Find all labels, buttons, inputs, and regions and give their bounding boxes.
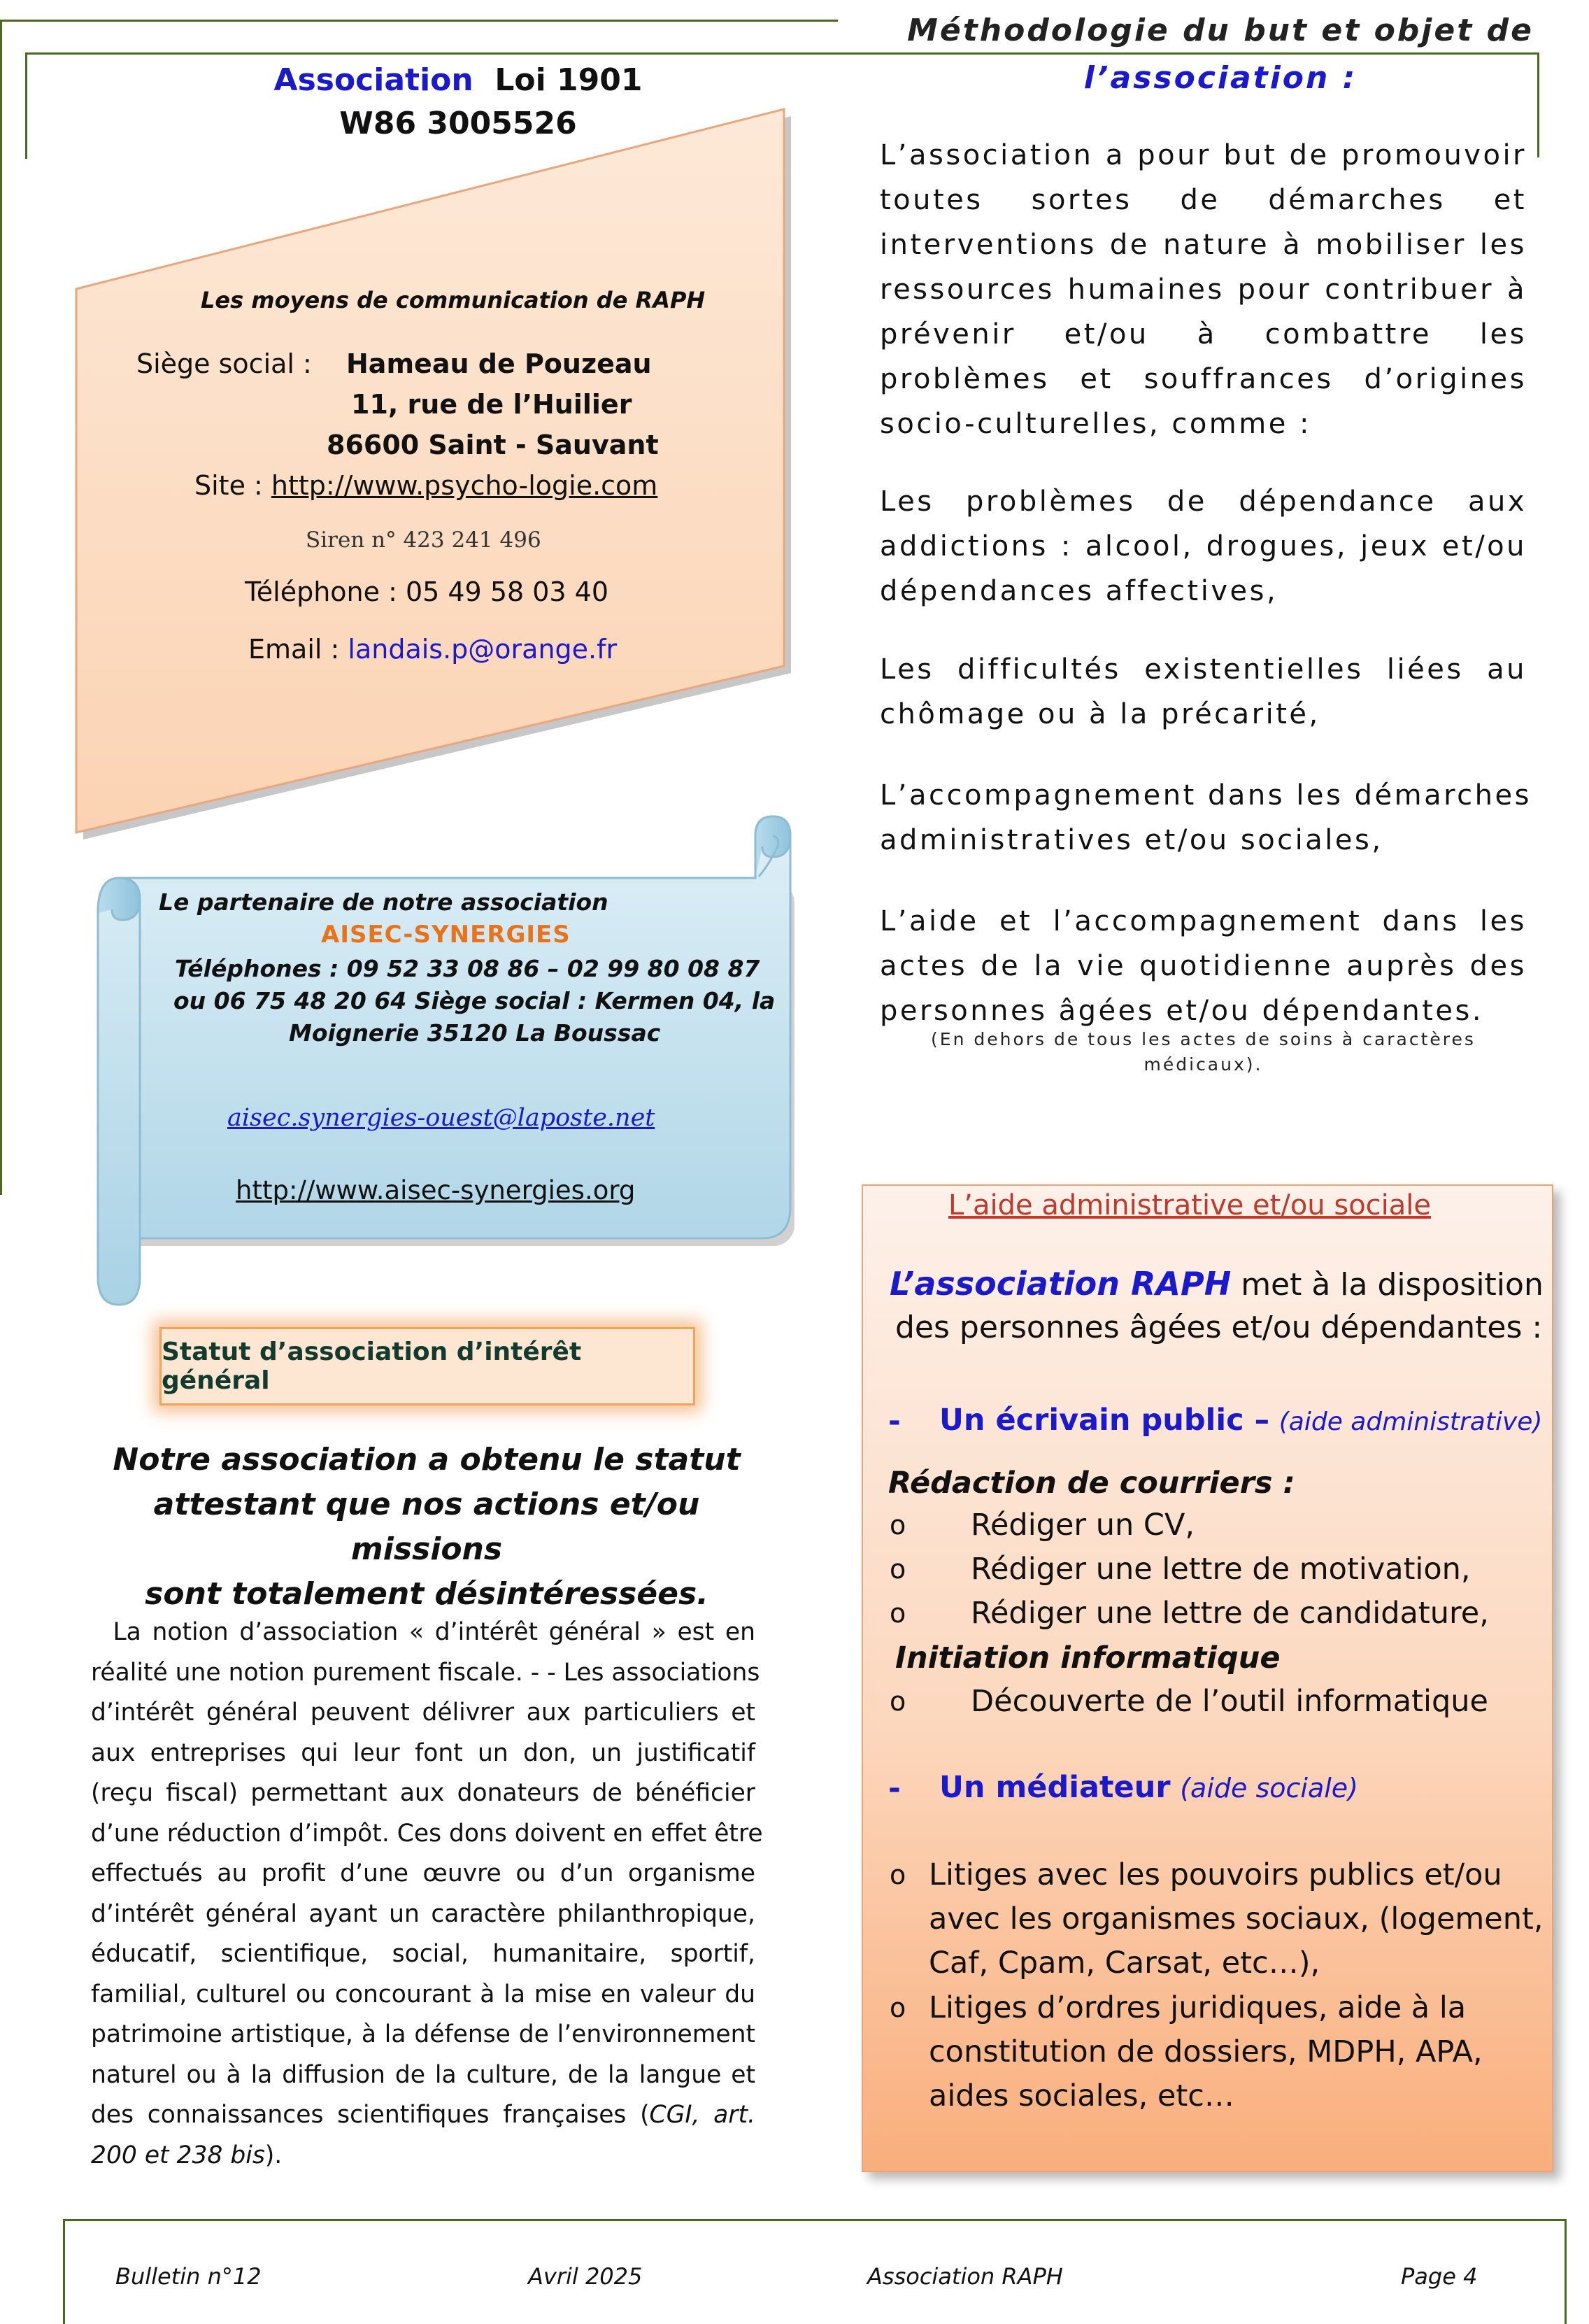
methodology-line: actes de la vie quotidienne auprès des	[880, 950, 1527, 982]
notion-paragraph	[91, 1613, 763, 2176]
methodology-line: addictions : alcool, drogues, jeux et/ou	[880, 530, 1527, 562]
aide-intro-bold: L’association RAPH	[890, 1265, 1232, 1303]
methodology-line: socio-culturelles, comme :	[880, 408, 1312, 440]
frame-left-upper	[25, 52, 27, 159]
address-line-2: 11, rue de l’Huilier	[351, 389, 632, 420]
status-headline-1: Notre association a obtenu le statut	[113, 1442, 741, 1478]
notion-line-text: des connaissances scientifiques françaises (	[91, 2101, 650, 2129]
methodology-line: Les difficultés existentielles liées au	[880, 653, 1527, 686]
notion-line: d’une réduction d’impôt. Ces dons doivent en effet être	[91, 1819, 763, 1848]
notion-line: effectués au profit d’une œuvre ou d’un organisme	[91, 1859, 755, 1887]
litige-line: avec les organismes sociaux, (logement,	[929, 1901, 1544, 1936]
status-label-box: Statut d’association d’intérêt général	[159, 1327, 695, 1405]
methodology-line: interventions de nature à mobiliser les	[880, 229, 1527, 261]
footer-bulletin: Bulletin n°12	[115, 2263, 262, 2290]
bullet-info: o	[890, 1686, 906, 1717]
redaction-item: Rédiger une lettre de candidature,	[971, 1596, 1489, 1631]
notion-line: naturel ou à la diffusion de la culture, de la langue et	[91, 2060, 755, 2089]
methodology-line: ressources humaines pour contribuer à	[880, 274, 1527, 306]
email-label: Email :	[248, 634, 348, 665]
partner-email[interactable]: aisec.synergies-ouest@laposte.net	[227, 1104, 655, 1132]
methodology-line: L’aide et l’accompagnement dans les	[880, 905, 1527, 937]
methodology-title-1: Méthodologie du but et objet de	[907, 13, 1534, 48]
footer-page: Page 4	[1401, 2263, 1478, 2290]
notion-line	[91, 2095, 755, 2136]
methodology-p4	[880, 773, 1532, 863]
notion-line: La notion d’association « d’intérêt général » est en	[91, 1618, 755, 1646]
methodology-line: toutes sortes de démarches et	[880, 184, 1527, 216]
site-line	[194, 470, 657, 501]
methodology-line: prévenir et/ou à combattre les	[880, 318, 1527, 350]
notion-line: réalité une notion purement fiscale. - - Les associations	[91, 1658, 760, 1687]
site-label: Site :	[194, 470, 271, 501]
partner-url[interactable]: http://www.aisec-synergies.org	[236, 1175, 636, 1205]
mediateur-title: Un médiateur	[939, 1770, 1171, 1805]
notion-line: d’intérêt général peuvent délivrer aux particuliers et	[91, 1699, 755, 1727]
email-link[interactable]: landais.p@orange.fr	[348, 634, 618, 665]
aide-intro-1	[890, 1265, 1544, 1303]
ecrivain-note: (aide administrative)	[1278, 1408, 1543, 1436]
notion-end: ).	[264, 2141, 283, 2169]
ecrivain-title: Un écrivain public –	[939, 1403, 1270, 1438]
litige-line: aides sociales, etc…	[929, 2078, 1234, 2113]
methodology-line: chômage ou à la précarité,	[880, 698, 1320, 730]
notion-line: d’intérêt général ayant un caractère philanthropique,	[91, 1899, 755, 1928]
methodology-p5	[880, 899, 1527, 1033]
mediateur-line	[939, 1770, 1358, 1805]
methodology-title-2: l’association :	[1083, 60, 1358, 96]
footer-association: Association RAPH	[867, 2263, 1063, 2290]
methodology-line: problèmes et souffrances d’origines	[880, 363, 1527, 395]
siren: Siren n° 423 241 496	[306, 527, 541, 553]
methodology-line: L’association a pour but de promouvoir	[880, 139, 1527, 171]
frame-left-long	[0, 20, 2, 1195]
contact-title: Les moyens de communication de RAPH	[201, 287, 706, 313]
address-line-1: Hameau de Pouzeau	[346, 348, 652, 379]
footer-date: Avril 2025	[528, 2263, 643, 2290]
ecrivain-line	[939, 1403, 1542, 1438]
methodology-note-1: (En dehors de tous les actes de soins à caractères	[931, 1029, 1476, 1049]
frame-top-left	[0, 20, 838, 22]
mediateur-dash: -	[888, 1771, 901, 1806]
site-link[interactable]: http://www.psycho-logie.com	[271, 470, 658, 501]
status-headline-2: attestant que nos actions et/ou missions	[153, 1487, 700, 1567]
notion-line: aux entreprises qui leur font un don, un justificatif	[91, 1738, 755, 1767]
methodology-line: Les problèmes de dépendance aux	[880, 486, 1527, 518]
aide-intro-2: des personnes âgées et/ou dépendantes :	[895, 1310, 1543, 1345]
partner-title: Le partenaire de notre association	[159, 888, 608, 916]
methodology-line: administratives et/ou sociales,	[880, 824, 1383, 856]
bullet-icon: o	[890, 1992, 906, 2023]
litige-line: constitution de dossiers, MDPH, APA,	[929, 2034, 1483, 2069]
partner-phones: Téléphones : 09 52 33 08 86 – 02 99 80 08 87	[175, 955, 760, 982]
initiation-title: Initiation informatique	[895, 1641, 1281, 1675]
aide-intro-rest: met à la disposition	[1231, 1267, 1544, 1303]
ecrivain-dash: -	[888, 1404, 901, 1439]
association-word: Association	[273, 62, 473, 98]
litige-line: Litiges d’ordres juridiques, aide à la	[929, 1990, 1467, 2025]
methodology-line: L’accompagnement dans les démarches	[880, 779, 1532, 812]
notion-line: éducatif, scientifique, social, humanitaire, sportif,	[91, 1940, 755, 1968]
phone: Téléphone : 05 49 58 03 40	[245, 576, 609, 607]
footer-left-tick	[63, 2219, 65, 2324]
association-code: W86 3005526	[339, 106, 577, 141]
item-info: Découverte de l’outil informatique	[971, 1684, 1488, 1719]
notion-cite-2: 200 et 238 bis	[91, 2141, 265, 2169]
methodology-p1	[880, 133, 1527, 446]
redaction-title: Rédaction de courriers :	[888, 1466, 1295, 1501]
bullet-icon: o	[890, 1510, 906, 1540]
siege-label: Siège social :	[136, 348, 312, 379]
partner-name: AISEC-SYNERGIES	[321, 921, 571, 949]
notion-line: (reçu fiscal) permettant aux donateurs de bénéficier	[91, 1779, 755, 1807]
status-headline	[84, 1438, 769, 1617]
redaction-item: Rédiger un CV,	[971, 1508, 1195, 1543]
bullet-icon: o	[890, 1598, 906, 1629]
address-line-3: 86600 Saint - Sauvant	[327, 430, 659, 460]
litige-line: Litiges avec les pouvoirs publics et/ou	[929, 1857, 1502, 1892]
notion-line: patrimoine artistique, à la défense de l’environnement	[91, 2020, 755, 2048]
methodology-note-2: médicaux).	[1143, 1054, 1263, 1075]
email-line	[248, 634, 617, 665]
footer-right-tick	[1565, 2219, 1567, 2324]
notion-last-line	[91, 2136, 755, 2176]
methodology-title	[874, 7, 1567, 102]
status-headline-3: sont totalement désintéressées.	[145, 1576, 708, 1612]
footer-rule	[63, 2219, 1567, 2221]
litige-line: Caf, Cpam, Carsat, etc…),	[929, 1946, 1320, 1981]
notion-line: familial, culturel ou concourant à la mise en valeur du	[91, 1980, 755, 2008]
partner-address: Moignerie 35120 La Boussac	[289, 1019, 661, 1047]
redaction-item: Rédiger une lettre de motivation,	[971, 1552, 1471, 1587]
methodology-p2	[880, 479, 1527, 614]
aide-title: L’aide administrative et/ou sociale	[948, 1189, 1432, 1221]
methodology-line: dépendances affectives,	[880, 575, 1278, 607]
partner-phones-2: ou 06 75 48 20 64 Siège social : Kermen 04, la	[173, 987, 776, 1014]
notion-cite: CGI, art.	[649, 2101, 755, 2129]
methodology-note	[880, 1027, 1527, 1077]
mediateur-note: (aide sociale)	[1180, 1773, 1359, 1804]
bullet-icon: o	[890, 1554, 906, 1585]
methodology-p3	[880, 647, 1527, 737]
methodology-line: personnes âgées et/ou dépendantes.	[880, 995, 1484, 1027]
bullet-icon: o	[890, 1859, 906, 1890]
loi-text: Loi 1901	[494, 62, 643, 98]
